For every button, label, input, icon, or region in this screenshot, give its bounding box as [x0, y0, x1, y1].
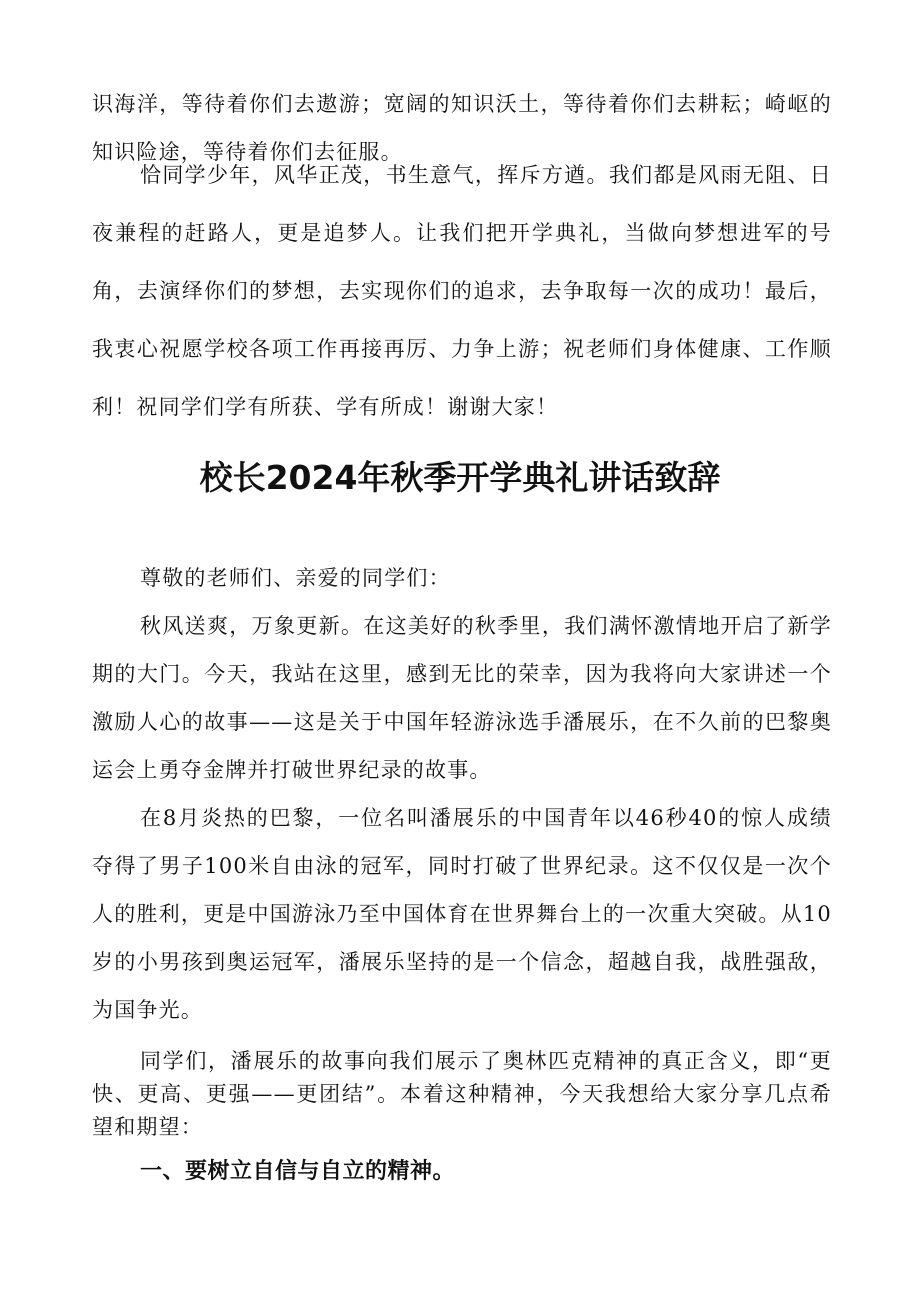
greeting-line: 尊敬的老师们、亲爱的同学们： — [140, 566, 451, 590]
page-title: 校长2024年秋季开学典礼讲话致辞 — [199, 458, 721, 497]
section-heading: 一、要树立自信与自立的精神。 — [140, 1159, 456, 1184]
paragraph-olympic-spirit: 同学们，潘展乐的故事向我们展示了奥林匹克精神的真正含义，即“更快、更高、更强——更团结”。本着这种精神，今天我想给大家分享几点希望和期望： — [92, 1049, 832, 1139]
paragraph-story: 在8月炎热的巴黎，一位名叫潘展乐的中国青年以46秒40的惊人成绩夺得了男子100米自由泳的冠军，同时打破了世界纪录。这不仅仅是一次个人的胜利，更是中国游泳乃至中国体育在世界舞台上的一次重大突破。从10岁的小男孩到奥运冠军，潘展乐坚持的是一个信念，超越自我，战胜强敌，为国争光。 — [92, 806, 832, 1022]
paragraph-opening: 秋风送爽，万象更新。在这美好的秋季里，我们满怀激情地开启了新学期的大门。今天，我站在这里，感到无比的荣幸，因为我将向大家讲述一个激励人心的故事——这是关于中国年轻游泳选手潘展乐，在不久前的巴黎奥运会上勇夺金牌并打破世界纪录的故事。 — [92, 614, 832, 782]
paragraph-closing: 恰同学少年，风华正茂，书生意气，挥斥方遒。我们都是风雨无阻、日夜兼程的赶路人，更是追梦人。让我们把开学典礼，当做向梦想进军的号角，去演绎你们的梦想，去实现你们的追求，去争取每一次的成功！最后，我衷心祝愿学校各项工作再接再厉、力争上游；祝老师们身体健康、工作顺利！祝同学们学有所获、学有所成！谢谢大家！ — [92, 163, 832, 419]
paragraph-continued: 识海洋，等待着你们去遨游；宽阔的知识沃土，等待着你们去耕耘；崎岖的知识险途，等待着你们去征服。 — [92, 92, 832, 164]
